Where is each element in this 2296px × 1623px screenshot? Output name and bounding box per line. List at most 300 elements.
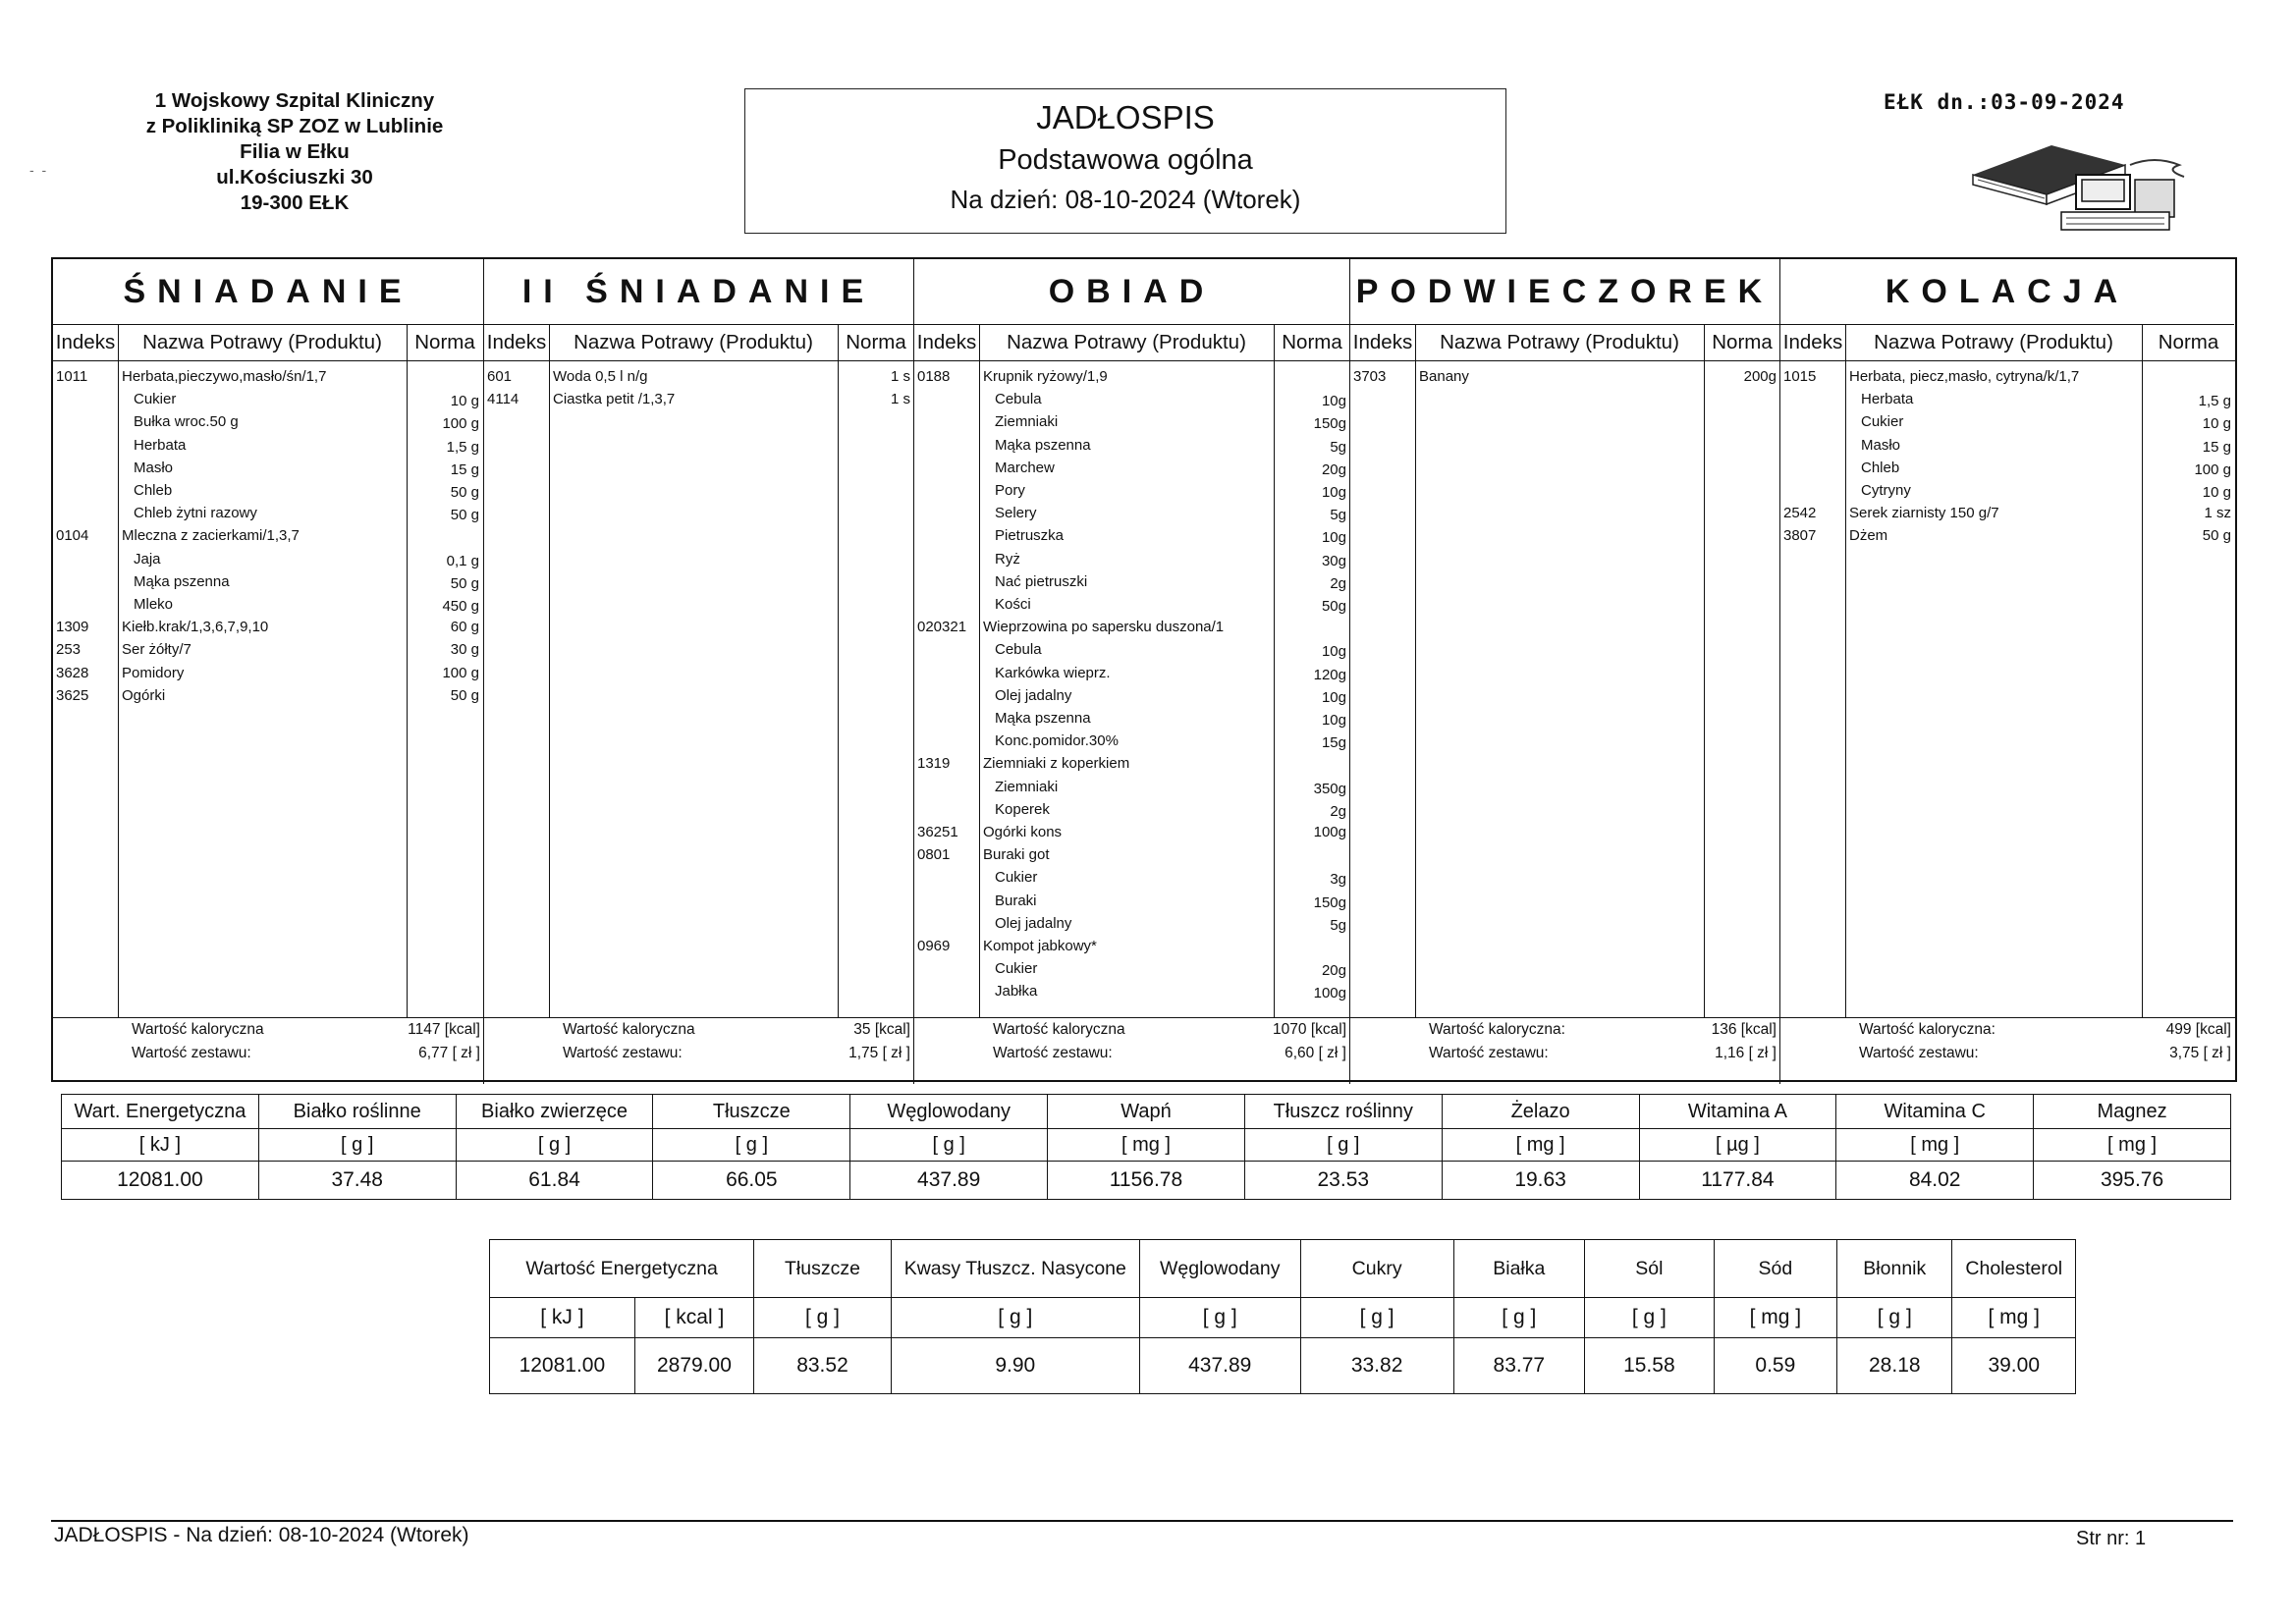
item-index <box>53 593 118 616</box>
column-divider <box>1845 324 1846 1017</box>
ingredient-name: Cukier <box>134 391 177 408</box>
item-norm: 1,5 g <box>2198 393 2231 410</box>
institution-line: z Polikliniką SP ZOZ w Lublinie <box>145 115 444 137</box>
item-index <box>1780 410 1845 433</box>
nutrient-unit: [ g ] <box>1139 1298 1300 1338</box>
item-index <box>914 730 979 752</box>
cost-value: 1,75 [ zł ] <box>848 1045 910 1061</box>
item-norm: 450 g <box>442 598 479 615</box>
nutrient-value: 37.48 <box>258 1162 456 1200</box>
nutrient-unit: [ mg ] <box>2034 1129 2231 1162</box>
ingredient-name: Buraki <box>995 892 1037 909</box>
ingredient-name: Cukier <box>995 869 1038 887</box>
nutrient-header: Białko roślinne <box>258 1095 456 1129</box>
nutrient-unit: [ g ] <box>258 1129 456 1162</box>
ingredient-name: Masło <box>1861 436 1901 454</box>
item-norm: 50 g <box>450 686 479 704</box>
item-norm: 200g <box>1743 368 1777 385</box>
dish-name: Kiełb.krak/1,3,6,7,9,10 <box>122 619 269 636</box>
document-title: JADŁOSPIS <box>1036 99 1215 135</box>
nutrient-unit: [ g ] <box>1300 1298 1453 1338</box>
item-norm <box>1274 752 1350 775</box>
item-index <box>53 502 118 524</box>
item-norm: 5g <box>1330 507 1346 524</box>
column-header-name: Nazwa Potrawy (Produktu) <box>1845 324 2142 361</box>
item-index <box>914 890 979 912</box>
nutrient-value: 2879.00 <box>634 1338 753 1394</box>
item-index <box>914 957 979 980</box>
nutrient-value: 15.58 <box>1585 1338 1715 1394</box>
item-index <box>914 548 979 570</box>
ingredient-name: Cukier <box>1861 413 1904 431</box>
nutrient-unit: [ mg ] <box>1836 1129 2034 1162</box>
menu-date: Na dzień: 08-10-2024 (Wtorek) <box>950 185 1301 214</box>
column-divider <box>838 324 839 1017</box>
ingredient-name: Herbata <box>134 436 187 454</box>
cost-label: Wartość zestawu: <box>563 1045 683 1061</box>
item-index: 0801 <box>917 846 951 864</box>
dish-name: Wieprzowina po sapersku duszona/1 <box>983 619 1225 636</box>
kcal-label: Wartość kaloryczna: <box>1429 1021 1565 1038</box>
item-index <box>914 684 979 707</box>
nutrient-header: Błonnik <box>1837 1240 1952 1298</box>
book-and-computer-icon <box>1968 135 2194 234</box>
item-index: 601 <box>487 368 513 385</box>
column-header-norm: Norma <box>838 324 914 361</box>
nutrient-unit: [ g ] <box>850 1129 1048 1162</box>
cost-label: Wartość zestawu: <box>1859 1045 1979 1061</box>
scan-mark: - - <box>29 162 47 178</box>
nutrition-table-main <box>61 1094 2231 1200</box>
ingredient-name: Karkówka wieprz. <box>995 664 1111 681</box>
meal-section <box>1349 259 1779 1084</box>
kcal-label: Wartość kaloryczna <box>993 1021 1125 1038</box>
nutrient-unit: [ g ] <box>456 1129 653 1162</box>
item-index: 0188 <box>917 368 951 385</box>
nutrient-value: 1177.84 <box>1639 1162 1836 1200</box>
nutrient-header: Białko zwierzęce <box>456 1095 653 1129</box>
nutrient-header: Żelazo <box>1442 1095 1639 1129</box>
item-norm: 1,5 g <box>446 438 479 456</box>
institution-line: ul.Kościuszki 30 <box>216 166 373 189</box>
nutrient-value: 437.89 <box>850 1162 1048 1200</box>
nutrient-value: 12081.00 <box>62 1162 259 1200</box>
item-norm: 15 g <box>450 460 479 478</box>
dish-name: Pomidory <box>122 664 185 681</box>
nutrient-value: 83.77 <box>1453 1338 1585 1394</box>
nutrient-unit: [ µg ] <box>1639 1129 1836 1162</box>
item-norm: 10g <box>1321 393 1346 410</box>
item-index: 3703 <box>1353 368 1387 385</box>
diet-name: Podstawowa ogólna <box>998 144 1253 176</box>
footer-divider <box>51 1520 2233 1522</box>
ingredient-name: Koperek <box>995 800 1050 818</box>
institution-line: 1 Wojskowy Szpital Kliniczny <box>154 89 435 112</box>
ingredient-name: Konc.pomidor.30% <box>995 732 1119 750</box>
item-index <box>1780 479 1845 502</box>
ingredient-name: Mąka pszenna <box>995 710 1091 727</box>
item-norm: 10g <box>1321 712 1346 729</box>
institution-line: Filia w Ełku <box>240 140 350 163</box>
item-norm: 5g <box>1330 916 1346 934</box>
item-norm <box>407 365 483 388</box>
ingredient-name: Ziemniaki <box>995 413 1059 431</box>
item-index: 3625 <box>56 686 89 704</box>
dish-name: Buraki got <box>983 846 1050 864</box>
item-norm: 10 g <box>2202 415 2231 433</box>
item-index <box>914 912 979 935</box>
kcal-label: Wartość kaloryczna <box>563 1021 695 1038</box>
item-index <box>914 410 979 433</box>
nutrient-unit: [ mg ] <box>1442 1129 1639 1162</box>
footer-title: JADŁOSPIS - Na dzień: 08-10-2024 (Wtorek) <box>54 1524 469 1546</box>
item-index <box>914 524 979 547</box>
ingredient-name: Herbata <box>1861 391 1914 408</box>
nutrient-header: Kwasy Tłuszcz. Nasycone <box>891 1240 1139 1298</box>
nutrient-unit: [ mg ] <box>1048 1129 1245 1162</box>
nutrient-unit: [ mg ] <box>1714 1298 1836 1338</box>
column-divider <box>118 324 119 1017</box>
nutrient-value: 12081.00 <box>490 1338 635 1394</box>
nutrient-unit: [ g ] <box>1585 1298 1715 1338</box>
item-index: 1011 <box>56 368 88 385</box>
item-index <box>914 388 979 410</box>
item-norm: 10 g <box>450 393 479 410</box>
ingredient-name: Mleko <box>134 596 174 613</box>
cost-value: 1,16 [ zł ] <box>1715 1045 1777 1061</box>
column-header-norm: Norma <box>2142 324 2235 361</box>
page-number: Str nr: 1 <box>2076 1528 2147 1549</box>
summary-divider <box>914 1017 1350 1018</box>
ingredient-name: Pietruszka <box>995 527 1065 545</box>
item-norm: 350g <box>1313 780 1346 797</box>
ingredient-name: Selery <box>995 505 1037 522</box>
item-norm: 100 g <box>2194 460 2231 478</box>
nutrient-value: 0.59 <box>1714 1338 1836 1394</box>
item-norm: 10g <box>1321 484 1346 501</box>
item-norm: 0,1 g <box>446 552 479 569</box>
nutrient-value: 437.89 <box>1139 1338 1300 1394</box>
item-norm: 3g <box>1330 871 1346 889</box>
print-date: EŁK dn.:03-09-2024 <box>1884 90 2125 114</box>
ingredient-name: Cebula <box>995 641 1042 659</box>
item-norm: 50 g <box>2202 527 2231 545</box>
dish-name: Ogórki kons <box>983 824 1063 840</box>
item-index <box>914 570 979 593</box>
item-index <box>914 479 979 502</box>
item-index <box>914 798 979 821</box>
item-index <box>53 548 118 570</box>
item-index <box>1780 388 1845 410</box>
nutrient-unit: [ mg ] <box>1952 1298 2076 1338</box>
item-norm: 5g <box>1330 438 1346 456</box>
nutrient-header: Witamina C <box>1836 1095 2034 1129</box>
item-index: 0969 <box>917 938 951 954</box>
nutrient-header: Cukry <box>1300 1240 1453 1298</box>
item-index <box>914 866 979 889</box>
dish-name: Herbata, piecz,masło, cytryna/k/1,7 <box>1849 368 2080 385</box>
column-header-index: Indeks <box>1350 324 1415 361</box>
item-norm: 150g <box>1313 893 1346 911</box>
dish-name: Ser żółty/7 <box>122 641 191 659</box>
dish-name: Woda 0,5 l n/g <box>553 368 648 385</box>
ingredient-name: Chleb <box>134 482 173 499</box>
column-header-name: Nazwa Potrawy (Produktu) <box>549 324 838 361</box>
ingredient-name: Bułka wroc.50 g <box>134 413 239 431</box>
cost-label: Wartość zestawu: <box>1429 1045 1549 1061</box>
ingredient-name: Marchew <box>995 459 1055 476</box>
nutrient-header: Sól <box>1585 1240 1715 1298</box>
kcal-value: 499 [kcal] <box>2165 1021 2231 1038</box>
item-index <box>53 457 118 479</box>
column-header-norm: Norma <box>1704 324 1780 361</box>
kcal-value: 136 [kcal] <box>1711 1021 1777 1038</box>
item-norm: 2g <box>1330 574 1346 592</box>
meal-section <box>913 259 1349 1084</box>
item-norm: 100g <box>1313 985 1346 1002</box>
item-index: 2542 <box>1783 505 1817 522</box>
item-index: 1309 <box>56 619 89 636</box>
item-index <box>914 662 979 684</box>
institution-line: 19-300 EŁK <box>240 191 350 214</box>
ingredient-name: Chleb <box>1861 459 1900 476</box>
dish-name: Ciastka petit /1,3,7 <box>553 391 676 408</box>
item-index: 020321 <box>917 619 967 636</box>
nutrition-table-summary <box>489 1239 2076 1394</box>
item-index: 0104 <box>56 527 89 545</box>
item-norm: 10 g <box>2202 484 2231 501</box>
item-norm: 1 s <box>890 368 910 385</box>
item-norm: 60 g <box>450 619 479 636</box>
ingredient-name: Cebula <box>995 391 1042 408</box>
nutrient-value: 9.90 <box>891 1338 1139 1394</box>
nutrient-value: 23.53 <box>1244 1162 1442 1200</box>
column-header-index: Indeks <box>914 324 979 361</box>
summary-divider <box>1350 1017 1780 1018</box>
ingredient-name: Ziemniaki <box>995 778 1059 795</box>
column-header-name: Nazwa Potrawy (Produktu) <box>118 324 407 361</box>
ingredient-name: Masło <box>134 459 174 476</box>
column-divider <box>1704 324 1705 1017</box>
meal-section <box>53 259 483 1084</box>
column-header-name: Nazwa Potrawy (Produktu) <box>979 324 1274 361</box>
nutrient-value: 33.82 <box>1300 1338 1453 1394</box>
item-norm <box>1274 616 1350 638</box>
item-norm: 30 g <box>450 641 479 659</box>
dish-name: Herbata,pieczywo,masło/śn/1,7 <box>122 368 327 385</box>
kcal-value: 1147 [kcal] <box>408 1021 480 1038</box>
item-index <box>914 502 979 524</box>
column-divider <box>979 324 980 1017</box>
kcal-value: 1070 [kcal] <box>1273 1021 1346 1038</box>
nutrient-unit: [ kJ ] <box>490 1298 635 1338</box>
item-norm: 120g <box>1313 666 1346 683</box>
ingredient-name: Cytryny <box>1861 482 1911 499</box>
meal-title: PODWIECZOREK <box>1350 259 1779 325</box>
nutrient-header: Białka <box>1453 1240 1585 1298</box>
nutrient-value: 61.84 <box>456 1162 653 1200</box>
column-header-index: Indeks <box>1780 324 1845 361</box>
ingredient-name: Pory <box>995 482 1025 499</box>
item-norm <box>1274 365 1350 388</box>
item-norm: 30g <box>1321 552 1346 569</box>
item-index <box>914 457 979 479</box>
item-norm: 10g <box>1321 529 1346 547</box>
item-index <box>53 570 118 593</box>
item-norm <box>407 524 483 547</box>
item-norm: 15 g <box>2202 438 2231 456</box>
ingredient-name: Mąka pszenna <box>134 572 230 590</box>
item-index: 253 <box>56 641 82 659</box>
nutrient-value: 83.52 <box>754 1338 892 1394</box>
ingredient-name: Nać pietruszki <box>995 572 1088 590</box>
item-norm: 50 g <box>450 574 479 592</box>
nutrient-header: Wapń <box>1048 1095 1245 1129</box>
ingredient-name: Ryż <box>995 550 1020 568</box>
meal-section <box>1779 259 2234 1084</box>
item-norm: 10g <box>1321 643 1346 661</box>
ingredient-name: Olej jadalny <box>995 686 1072 704</box>
nutrient-unit: [ kcal ] <box>634 1298 753 1338</box>
ingredient-name: Jabłka <box>995 983 1038 1001</box>
meal-title: II ŚNIADANIE <box>484 259 913 325</box>
cost-value: 6,60 [ zł ] <box>1285 1045 1346 1061</box>
nutrient-unit: [ g ] <box>1453 1298 1585 1338</box>
nutrient-unit: [ g ] <box>891 1298 1139 1338</box>
nutrient-value: 19.63 <box>1442 1162 1639 1200</box>
item-norm: 20g <box>1321 460 1346 478</box>
item-norm: 100g <box>1313 824 1346 840</box>
item-index <box>914 980 979 1002</box>
column-header-norm: Norma <box>1274 324 1350 361</box>
item-norm: 10g <box>1321 688 1346 706</box>
nutrient-value: 1156.78 <box>1048 1162 1245 1200</box>
nutrient-header: Wartość Energetyczna <box>490 1240 754 1298</box>
item-index <box>53 410 118 433</box>
nutrient-header: Węglowodany <box>1139 1240 1300 1298</box>
item-index <box>914 776 979 798</box>
item-norm: 1 sz <box>2204 505 2231 522</box>
ingredient-name: Jaja <box>134 550 161 568</box>
column-header-index: Indeks <box>484 324 549 361</box>
nutrient-unit: [ g ] <box>1837 1298 1952 1338</box>
item-norm: 50 g <box>450 507 479 524</box>
nutrient-header: Tłuszcz roślinny <box>1244 1095 1442 1129</box>
ingredient-name: Chleb żytni razowy <box>134 505 257 522</box>
item-index <box>914 434 979 457</box>
nutrient-value: 395.76 <box>2034 1162 2231 1200</box>
meal-title: ŚNIADANIE <box>53 259 483 325</box>
item-index <box>1780 457 1845 479</box>
item-index <box>53 479 118 502</box>
nutrient-header: Witamina A <box>1639 1095 1836 1129</box>
item-norm <box>1274 843 1350 866</box>
nutrient-value: 84.02 <box>1836 1162 2034 1200</box>
column-divider <box>549 324 550 1017</box>
item-index: 3628 <box>56 664 89 681</box>
nutrient-header: Tłuszcze <box>653 1095 850 1129</box>
dish-name: Dżem <box>1849 527 1888 545</box>
nutrient-unit: [ g ] <box>653 1129 850 1162</box>
item-norm: 15g <box>1321 734 1346 752</box>
item-index: 4114 <box>487 391 519 408</box>
item-norm: 20g <box>1321 962 1346 980</box>
cost-value: 3,75 [ zł ] <box>2169 1045 2231 1061</box>
item-index <box>53 388 118 410</box>
kcal-value: 35 [kcal] <box>853 1021 910 1038</box>
title-box <box>744 88 1506 234</box>
nutrient-value: 66.05 <box>653 1162 850 1200</box>
cost-value: 6,77 [ zł ] <box>418 1045 480 1061</box>
item-index <box>914 593 979 616</box>
institution-address <box>98 88 491 216</box>
item-index <box>914 707 979 730</box>
nutrient-header: Tłuszcze <box>754 1240 892 1298</box>
nutrient-header: Wart. Energetyczna <box>62 1095 259 1129</box>
ingredient-name: Kości <box>995 596 1031 613</box>
summary-divider <box>1780 1017 2235 1018</box>
nutrient-header: Magnez <box>2034 1095 2231 1129</box>
item-norm: 2g <box>1330 802 1346 820</box>
nutrient-header: Cholesterol <box>1952 1240 2076 1298</box>
ingredient-name: Olej jadalny <box>995 914 1072 932</box>
nutrient-value: 39.00 <box>1952 1338 2076 1394</box>
meal-title: OBIAD <box>914 259 1349 325</box>
summary-divider <box>484 1017 914 1018</box>
item-index <box>53 434 118 457</box>
cost-label: Wartość zestawu: <box>132 1045 251 1061</box>
summary-divider <box>53 1017 483 1018</box>
item-norm: 100 g <box>442 415 479 433</box>
item-norm <box>2142 365 2235 388</box>
menu-table <box>51 257 2237 1082</box>
dish-name: Ziemniaki z koperkiem <box>983 755 1130 773</box>
item-norm: 50 g <box>450 484 479 501</box>
item-norm <box>1274 935 1350 957</box>
item-index: 1015 <box>1783 368 1817 385</box>
dish-name: Krupnik ryżowy/1,9 <box>983 368 1108 385</box>
item-index: 36251 <box>917 824 958 840</box>
item-norm: 1 s <box>890 391 910 408</box>
item-norm: 150g <box>1313 415 1346 433</box>
meal-section <box>483 259 913 1084</box>
item-norm: 50g <box>1321 598 1346 615</box>
dish-name: Ogórki <box>122 686 166 704</box>
nutrient-unit: [ g ] <box>1244 1129 1442 1162</box>
nutrient-header: Węglowodany <box>850 1095 1048 1129</box>
dish-name: Banany <box>1419 368 1469 385</box>
kcal-label: Wartość kaloryczna: <box>1859 1021 1995 1038</box>
dish-name: Kompot jabkowy* <box>983 938 1097 954</box>
item-index: 1319 <box>917 755 951 773</box>
item-index <box>1780 434 1845 457</box>
column-divider <box>1415 324 1416 1017</box>
ingredient-name: Cukier <box>995 960 1038 978</box>
nutrient-unit: [ kJ ] <box>62 1129 259 1162</box>
nutrient-value: 28.18 <box>1837 1338 1952 1394</box>
nutrient-unit: [ g ] <box>754 1298 892 1338</box>
item-index: 3807 <box>1783 527 1817 545</box>
item-index <box>914 638 979 661</box>
nutrient-header: Sód <box>1714 1240 1836 1298</box>
column-header-norm: Norma <box>407 324 483 361</box>
dish-name: Serek ziarnisty 150 g/7 <box>1849 505 1999 522</box>
item-norm: 100 g <box>442 664 479 681</box>
kcal-label: Wartość kaloryczna <box>132 1021 264 1038</box>
meal-title: KOLACJA <box>1780 259 2234 325</box>
dish-name: Mleczna z zacierkami/1,3,7 <box>122 527 300 545</box>
column-header-index: Indeks <box>53 324 118 361</box>
